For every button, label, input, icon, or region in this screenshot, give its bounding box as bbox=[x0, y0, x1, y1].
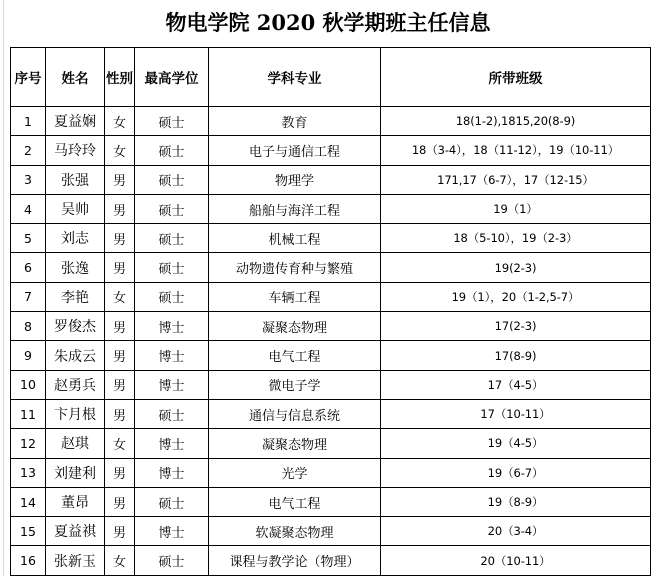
cell-name: 马玲玲 bbox=[46, 136, 105, 165]
cell-classes: 20（3-4） bbox=[381, 517, 651, 546]
cell-index: 11 bbox=[11, 399, 46, 428]
cell-gender: 女 bbox=[105, 136, 135, 165]
cell-major: 电子与通信工程 bbox=[209, 136, 381, 165]
cell-name: 罗俊杰 bbox=[46, 312, 105, 341]
table-row bbox=[11, 487, 651, 516]
table-row bbox=[11, 282, 651, 311]
cell-name: 张逸 bbox=[46, 253, 105, 282]
table-row bbox=[11, 253, 651, 282]
cell-major: 凝聚态物理 bbox=[209, 312, 381, 341]
cell-major: 物理学 bbox=[209, 165, 381, 194]
cell-gender: 男 bbox=[105, 253, 135, 282]
cell-gender: 男 bbox=[105, 224, 135, 253]
cell-classes: 19（1），20（1-2,5-7） bbox=[381, 282, 651, 311]
cell-gender: 女 bbox=[105, 107, 135, 136]
cell-gender: 男 bbox=[105, 487, 135, 516]
cell-major: 软凝聚态物理 bbox=[209, 517, 381, 546]
cell-index: 15 bbox=[11, 517, 46, 546]
cell-degree: 博士 bbox=[135, 370, 209, 399]
cell-name: 张新玉 bbox=[46, 546, 105, 575]
cell-gender: 男 bbox=[105, 165, 135, 194]
cell-degree: 硕士 bbox=[135, 253, 209, 282]
cell-name: 董昂 bbox=[46, 487, 105, 516]
cell-major: 船舶与海洋工程 bbox=[209, 194, 381, 223]
cell-degree: 硕士 bbox=[135, 282, 209, 311]
cell-classes: 19（6-7） bbox=[381, 458, 651, 487]
cell-gender: 女 bbox=[105, 429, 135, 458]
cell-degree: 硕士 bbox=[135, 546, 209, 575]
cell-classes: 19（1） bbox=[381, 194, 651, 223]
table-row bbox=[11, 165, 651, 194]
cell-major: 车辆工程 bbox=[209, 282, 381, 311]
cell-name: 张强 bbox=[46, 165, 105, 194]
cell-index: 14 bbox=[11, 487, 46, 516]
cell-degree: 硕士 bbox=[135, 194, 209, 223]
cell-major: 教育 bbox=[209, 107, 381, 136]
cell-degree: 硕士 bbox=[135, 399, 209, 428]
cell-name: 赵琪 bbox=[46, 429, 105, 458]
cell-index: 12 bbox=[11, 429, 46, 458]
table-row bbox=[11, 370, 651, 399]
cell-classes: 17(2-3) bbox=[381, 312, 651, 341]
cell-index: 1 bbox=[11, 107, 46, 136]
table-header-row bbox=[11, 48, 651, 107]
header-classes: 所带班级 bbox=[381, 48, 651, 107]
header-major: 学科专业 bbox=[209, 48, 381, 107]
cell-classes: 171,17（6-7），17（12-15） bbox=[381, 165, 651, 194]
cell-gender: 男 bbox=[105, 399, 135, 428]
cell-gender: 女 bbox=[105, 546, 135, 575]
cell-major: 机械工程 bbox=[209, 224, 381, 253]
cell-name: 赵勇兵 bbox=[46, 370, 105, 399]
cell-name: 吴帅 bbox=[46, 194, 105, 223]
table-row bbox=[11, 429, 651, 458]
cell-degree: 硕士 bbox=[135, 136, 209, 165]
cell-degree: 博士 bbox=[135, 458, 209, 487]
cell-classes: 18（5-10），19（2-3） bbox=[381, 224, 651, 253]
header-degree: 最高学位 bbox=[135, 48, 209, 107]
header-gender: 性别 bbox=[105, 48, 135, 107]
header-index: 序号 bbox=[11, 48, 46, 107]
table-body bbox=[11, 107, 651, 576]
cell-name: 刘志 bbox=[46, 224, 105, 253]
cell-name: 刘建利 bbox=[46, 458, 105, 487]
cell-gender: 男 bbox=[105, 312, 135, 341]
cell-name: 夏益祺 bbox=[46, 517, 105, 546]
cell-gender: 男 bbox=[105, 458, 135, 487]
cell-degree: 硕士 bbox=[135, 487, 209, 516]
cell-index: 5 bbox=[11, 224, 46, 253]
cell-index: 16 bbox=[11, 546, 46, 575]
cell-major: 凝聚态物理 bbox=[209, 429, 381, 458]
teacher-info-table bbox=[10, 47, 651, 576]
cell-major: 动物遗传育种与繁殖 bbox=[209, 253, 381, 282]
page-title: 物电学院 2020 秋学期班主任信息 bbox=[165, 10, 491, 35]
cell-major: 光学 bbox=[209, 458, 381, 487]
cell-gender: 男 bbox=[105, 517, 135, 546]
header-name: 姓名 bbox=[46, 48, 105, 107]
cell-name: 夏益娴 bbox=[46, 107, 105, 136]
cell-major: 电气工程 bbox=[209, 487, 381, 516]
cell-gender: 男 bbox=[105, 341, 135, 370]
table-row bbox=[11, 458, 651, 487]
cell-classes: 19（8-9） bbox=[381, 487, 651, 516]
cell-degree: 硕士 bbox=[135, 107, 209, 136]
table-row bbox=[11, 224, 651, 253]
cell-classes: 17(8-9) bbox=[381, 341, 651, 370]
cell-classes: 17（10-11） bbox=[381, 399, 651, 428]
table-row bbox=[11, 194, 651, 223]
cell-name: 李艳 bbox=[46, 282, 105, 311]
cell-degree: 博士 bbox=[135, 517, 209, 546]
cell-degree: 博士 bbox=[135, 429, 209, 458]
cell-major: 通信与信息系统 bbox=[209, 399, 381, 428]
cell-classes: 20（10-11） bbox=[381, 546, 651, 575]
cell-major: 课程与教学论（物理） bbox=[209, 546, 381, 575]
cell-degree: 博士 bbox=[135, 341, 209, 370]
table-row bbox=[11, 399, 651, 428]
cell-degree: 硕士 bbox=[135, 165, 209, 194]
table-row bbox=[11, 341, 651, 370]
cell-index: 7 bbox=[11, 282, 46, 311]
cell-index: 6 bbox=[11, 253, 46, 282]
cell-index: 13 bbox=[11, 458, 46, 487]
cell-classes: 18（3-4），18（11-12），19（10-11） bbox=[381, 136, 651, 165]
cell-index: 2 bbox=[11, 136, 46, 165]
cell-classes: 17（4-5） bbox=[381, 370, 651, 399]
cell-gender: 男 bbox=[105, 370, 135, 399]
cell-name: 卞月根 bbox=[46, 399, 105, 428]
cell-gender: 女 bbox=[105, 282, 135, 311]
cell-degree: 硕士 bbox=[135, 224, 209, 253]
table-row bbox=[11, 107, 651, 136]
cell-classes: 18(1-2),1815,20(8-9) bbox=[381, 107, 651, 136]
sheet-gridline bbox=[3, 0, 4, 576]
cell-classes: 19(2-3) bbox=[381, 253, 651, 282]
cell-index: 10 bbox=[11, 370, 46, 399]
table-row bbox=[11, 136, 651, 165]
cell-major: 电气工程 bbox=[209, 341, 381, 370]
cell-index: 8 bbox=[11, 312, 46, 341]
table-row bbox=[11, 546, 651, 575]
cell-index: 4 bbox=[11, 194, 46, 223]
cell-gender: 男 bbox=[105, 194, 135, 223]
table-row bbox=[11, 312, 651, 341]
cell-name: 朱成云 bbox=[46, 341, 105, 370]
cell-major: 微电子学 bbox=[209, 370, 381, 399]
cell-index: 9 bbox=[11, 341, 46, 370]
cell-classes: 19（4-5） bbox=[381, 429, 651, 458]
table-row bbox=[11, 517, 651, 546]
cell-index: 3 bbox=[11, 165, 46, 194]
cell-degree: 博士 bbox=[135, 312, 209, 341]
